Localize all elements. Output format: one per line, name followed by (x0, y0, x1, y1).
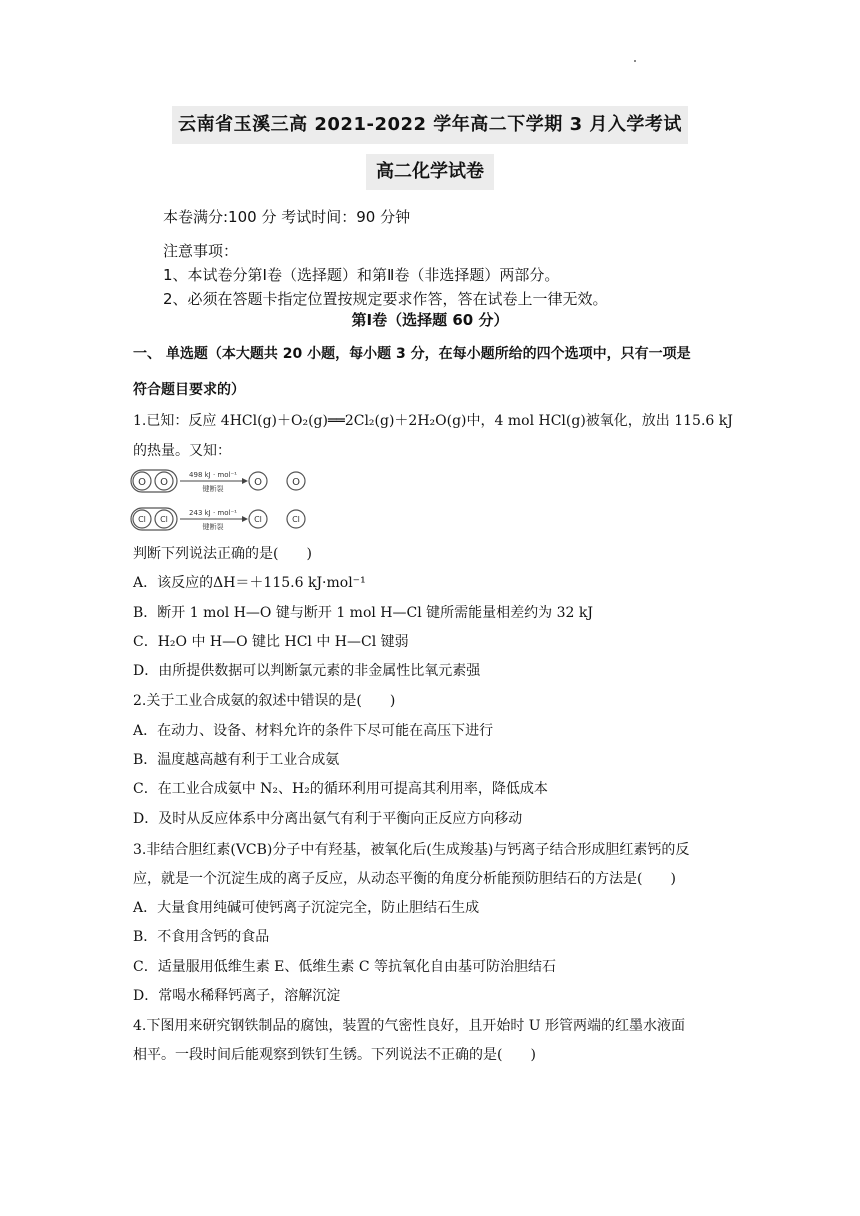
o-atom-label: O (138, 477, 146, 488)
q1-stem-line2: 的热量。又知： (133, 443, 231, 459)
note-1: 1、本试卷分第Ⅰ卷（选择题）和第Ⅱ卷（非选择题）两部分。 (163, 266, 560, 284)
cl-atom-label: Cl (292, 515, 300, 524)
q2-stem: 2.关于工业合成氨的叙述中错误的是( ) (133, 693, 396, 709)
q2-option-c: C．在工业合成氨中 N₂、H₂的循环利用可提高其利用率，降低成本 (133, 781, 548, 797)
cl-atom-label: Cl (138, 515, 146, 524)
q3-option-b: B．不食用含钙的食品 (133, 929, 270, 945)
q1-prompt: 判断下列说法正确的是( ) (133, 546, 312, 562)
chlorine-bond-row (131, 508, 305, 531)
oxygen-bond-row (131, 470, 305, 493)
exam-title: 云南省玉溪三高 2021-2022 学年高二下学期 3 月入学考试 (172, 106, 688, 144)
q3-option-a: A．大量食用纯碱可使钙离子沉淀完全，防止胆结石生成 (133, 900, 480, 916)
q3-stem-line2: 应，就是一个沉淀生成的离子反应，从动态平衡的角度分析能预防胆结石的方法是( ) (133, 871, 676, 887)
bond-energy-diagram (130, 466, 320, 534)
notes-title: 注意事项： (163, 242, 239, 260)
exam-subtitle: 高二化学试卷 (366, 154, 494, 190)
q1-option-b: B．断开 1 mol H—O 键与断开 1 mol H—Cl 键所需能量相差约为 32 kJ (133, 605, 593, 621)
q2-option-a: A．在动力、设备、材料允许的条件下尽可能在高压下进行 (133, 723, 494, 739)
q2-option-b: B．温度越高越有利于工业合成氨 (133, 752, 340, 768)
q1-option-a: A．该反应的ΔH＝＋115.6 kJ·mol⁻¹ (133, 575, 366, 591)
exam-meta: 本卷满分:100 分 考试时间：90 分钟 (163, 208, 411, 226)
part1-instructions-line1: 一、 单选题（本大题共 20 小题，每小题 3 分，在每小题所给的四个选项中，只有一项是 (133, 346, 691, 362)
q4-stem-line1: 4.下图用来研究钢铁制品的腐蚀，装置的气密性良好，且开始时 U 形管两端的红墨水液面 (133, 1018, 686, 1034)
part1-instructions-line2: 符合题目要求的） (133, 382, 245, 398)
o-bond-note: 键断裂 (202, 485, 224, 493)
q3-option-d: D．常喝水稀释钙离子，溶解沉淀 (133, 988, 341, 1004)
q1-option-c: C．H₂O 中 H—O 键比 HCl 中 H—Cl 键弱 (133, 634, 409, 650)
cl-bond-note: 键断裂 (202, 523, 224, 531)
section-title: 第Ⅰ卷（选择题 60 分） (351, 311, 509, 329)
o-atom-label: O (254, 477, 262, 488)
q3-stem-line1: 3.非结合胆红素(VCB)分子中有羟基，被氧化后(生成羧基)与钙离子结合形成胆红素钙的反 (133, 842, 690, 858)
q2-option-d: D．及时从反应体系中分离出氨气有利于平衡向正反应方向移动 (133, 811, 523, 827)
scan-speck (634, 60, 636, 62)
q1-option-d: D．由所提供数据可以判断氯元素的非金属性比氧元素强 (133, 663, 481, 679)
cl-atom-label: Cl (160, 515, 168, 524)
q3-option-c: C．适量服用低维生素 E、低维生素 C 等抗氧化自由基可防治胆结石 (133, 959, 556, 975)
o-bond-energy: 498 kJ · mol⁻¹ (189, 471, 237, 479)
q4-stem-line2: 相平。一段时间后能观察到铁钉生锈。下列说法不正确的是( ) (133, 1047, 536, 1063)
q1-stem-line1: 1.已知：反应 4HCl(g)＋O₂(g)══2Cl₂(g)＋2H₂O(g)中，4 mol HCl(g)被氧化，放出 115.6 kJ (133, 413, 733, 429)
o-atom-label: O (292, 477, 300, 488)
cl-bond-energy: 243 kJ · mol⁻¹ (189, 509, 237, 517)
note-2: 2、必须在答题卡指定位置按规定要求作答，答在试卷上一律无效。 (163, 290, 608, 308)
o-atom-label: O (160, 477, 168, 488)
cl-atom-label: Cl (254, 515, 262, 524)
